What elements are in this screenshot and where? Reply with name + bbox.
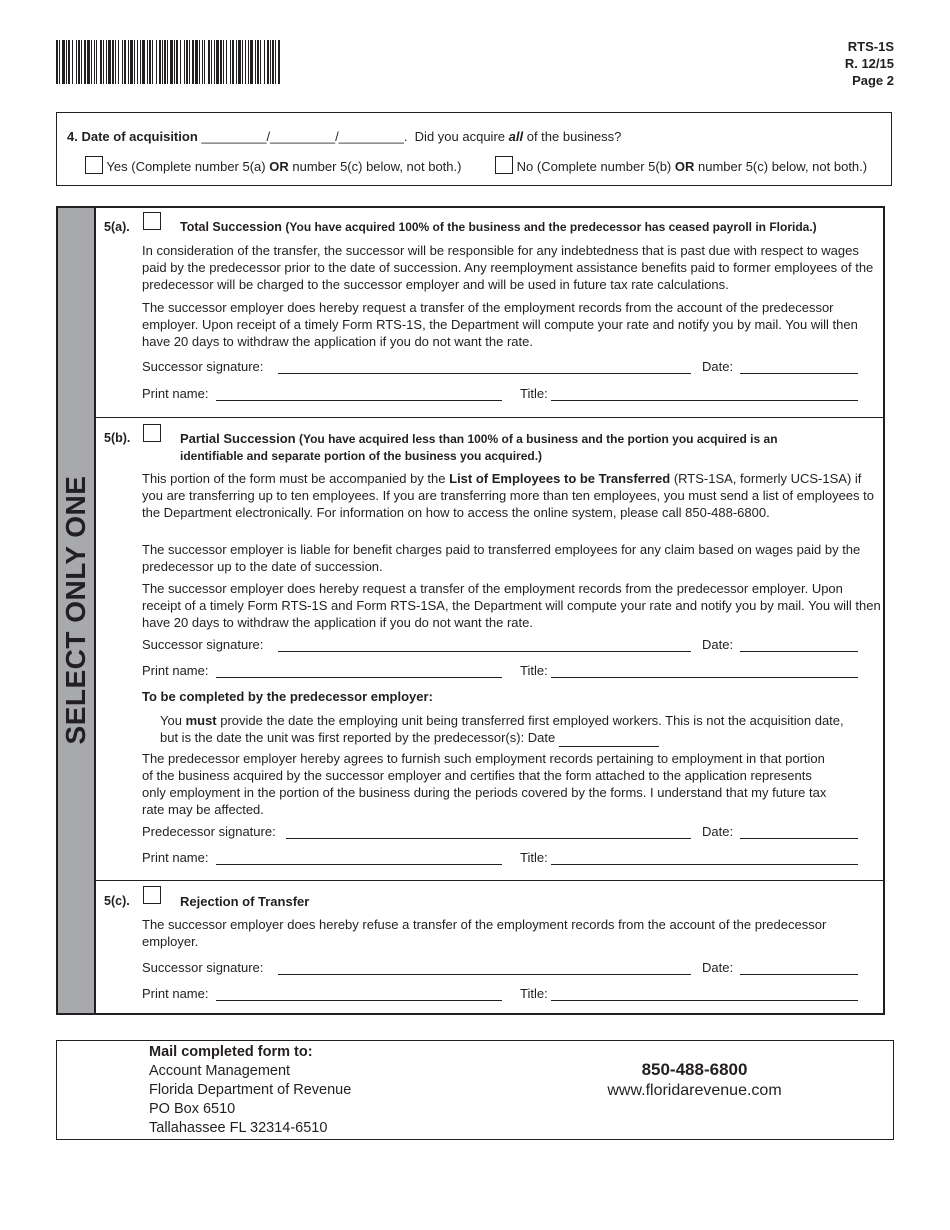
section-4-box <box>56 112 892 186</box>
section-5c-paragraph-1: The successor employer does hereby refuse a transfer of the employment records from the account of the predecessor employer. <box>142 917 827 949</box>
section-5c-title-field[interactable] <box>551 1000 858 1001</box>
form-id: RTS-1S <box>847 39 894 54</box>
page-number: Page 2 <box>852 73 894 88</box>
section-5c-title-label: Title: <box>520 986 548 1001</box>
predecessor-print-name-field[interactable] <box>216 864 502 865</box>
predecessor-heading: To be completed by the predecessor employer: <box>142 689 433 704</box>
section-4-number: 4. <box>67 129 78 144</box>
select-only-one-sidebar <box>58 208 96 1013</box>
section-5c-checkbox[interactable] <box>143 886 161 904</box>
acquisition-date-field[interactable]: _________/_________/_________. <box>201 129 408 144</box>
barcode <box>56 40 280 84</box>
section-5a-title-label: Title: <box>520 386 548 401</box>
section-5b-paragraph-1: This portion of the form must be accompanied by the List of Employees to be Transferred (RTS-1SA, formerly UCS-1SA) if you are transferring up to ten employees. If you are transferring more than ten employees, you must send a list of employees to the Department electronically. For information on how to access the online system, please call 850-488-6800. <box>142 471 874 520</box>
section-5b-number: 5(b). <box>104 431 131 445</box>
section-5a-title-field[interactable] <box>551 400 858 401</box>
section-5a-print-name-field[interactable] <box>216 400 502 401</box>
section-5b-paragraph-2: The successor employer is liable for benefit charges paid to transferred employees for any claim based on wages paid by the predecessor up to the date of succession. <box>142 542 861 574</box>
section-5a-title: Total Succession (You have acquired 100% of the business and the predecessor has ceased payroll in Florida.) <box>180 220 817 234</box>
section-5a-print-name-label: Print name: <box>142 386 209 401</box>
predecessor-title-field[interactable] <box>551 864 858 865</box>
acquisition-date-row <box>67 129 621 144</box>
first-employed-date-field[interactable] <box>559 729 659 747</box>
mail-line-4: Tallahassee FL 32314-6510 <box>149 1120 328 1136</box>
section-5a-paragraph-2: The successor employer does hereby request a transfer of the employment records from the account of the predecessor employer. Upon receipt of a timely Form RTS-1S, the Department will compute your rate and notify you by mail. You will then have 20 days to withdraw the application if you do not want the rate. <box>142 300 858 349</box>
mail-line-1: Account Management <box>149 1063 291 1079</box>
predecessor-paragraph-2: The predecessor employer hereby agrees to furnish such employment records pertaining to employment in that portion of the business acquired by the successor employer and certifies that the form attached to the application represents only employment in the portion of the business during the periods covered by the forms. I understand that my future tax rate may be affected. <box>142 751 827 817</box>
section-5b-print-name-label: Print name: <box>142 663 209 678</box>
mailing-address <box>149 1043 351 1138</box>
section-5b-signature-field[interactable] <box>278 651 691 652</box>
mailing-address-box <box>56 1040 894 1140</box>
section-5b-paragraph-3: The successor employer does hereby request a transfer of the employment records from the predecessor employer. Upon receipt of a timely Form RTS-1S and Form RTS-1SA, the Department will compute your rate and notify you by mail. You will then have 20 days to withdraw the application if you do not want the rate. <box>142 581 881 630</box>
select-only-one-text: SELECT ONLY ONE <box>60 475 91 745</box>
section-5a-signature-field[interactable] <box>278 373 691 374</box>
section-5c-date-label: Date: <box>702 960 734 975</box>
mail-line-3: PO Box 6510 <box>149 1101 236 1117</box>
predecessor-signature-field[interactable] <box>286 838 691 839</box>
section-5c-signature-label: Successor signature: <box>142 960 264 975</box>
section-5c-title: Rejection of Transfer <box>180 894 310 909</box>
section-5b-print-name-field[interactable] <box>216 677 502 678</box>
section-5b-title: Partial Succession (You have acquired less than 100% of a business and the portion you acquired is an identifiable and separate portion of the business you acquired.) <box>180 431 778 463</box>
predecessor-date-label: Date: <box>702 824 734 839</box>
no-checkbox[interactable] <box>495 156 513 174</box>
select-one-box <box>56 206 885 1015</box>
section-divider <box>96 417 883 418</box>
section-5c-date-field[interactable] <box>740 974 858 975</box>
section-5a-signature-label: Successor signature: <box>142 359 264 374</box>
mail-heading: Mail completed form to: <box>149 1044 313 1060</box>
no-note: (Complete number 5(b) OR number 5(c) below, not both.) <box>536 159 868 174</box>
section-5a-checkbox[interactable] <box>143 212 161 230</box>
yes-checkbox[interactable] <box>85 156 103 174</box>
predecessor-print-name-label: Print name: <box>142 850 209 865</box>
section-5a-number: 5(a). <box>104 220 130 234</box>
predecessor-date-field[interactable] <box>740 838 858 839</box>
yes-note: (Complete number 5(a) OR number 5(c) below, not both.) <box>131 159 462 174</box>
section-5b-title-field[interactable] <box>551 677 858 678</box>
section-5b-date-field[interactable] <box>740 651 858 652</box>
predecessor-title-label: Title: <box>520 850 548 865</box>
no-option <box>495 156 867 174</box>
section-5c-print-name-field[interactable] <box>216 1000 502 1001</box>
predecessor-signature-label: Predecessor signature: <box>142 824 276 839</box>
section-5a-date-field[interactable] <box>740 373 858 374</box>
no-label: No <box>516 159 534 174</box>
form-id-block <box>845 38 894 89</box>
section-5b-checkbox[interactable] <box>143 424 161 442</box>
phone-number: 850-488-6800 <box>641 1060 748 1079</box>
website: www.floridarevenue.com <box>607 1082 782 1099</box>
form-revision: R. 12/15 <box>844 56 894 71</box>
section-5a-paragraph-1: In consideration of the transfer, the successor will be responsible for any indebtedness that is past due with respect to wages paid by the predecessor prior to the date of succession. Any reemployment assistance benefits paid to former employees of the predecessor will be charged to the successor employer and will be used in future tax rate calculations. <box>142 243 874 292</box>
section-5c-print-name-label: Print name: <box>142 986 209 1001</box>
mail-line-2: Florida Department of Revenue <box>149 1082 352 1098</box>
yes-option <box>85 156 461 174</box>
acquire-all-question: Did you acquire all of the business? <box>414 129 622 144</box>
section-5b-title-label: Title: <box>520 663 548 678</box>
section-5a-date-label: Date: <box>702 359 734 374</box>
section-5b-date-label: Date: <box>702 637 734 652</box>
acquisition-date-label: Date of acquisition <box>81 129 198 144</box>
section-divider <box>96 880 883 881</box>
contact-block <box>557 1059 832 1101</box>
section-5b-signature-label: Successor signature: <box>142 637 264 652</box>
section-5c-signature-field[interactable] <box>278 974 691 975</box>
yes-label: Yes <box>106 159 128 174</box>
predecessor-paragraph-1: You must provide the date the employing unit being transferred first employed workers. This is not the acquisition date, but is the date the unit was first reported by the predecessor(s): Date <box>160 713 844 745</box>
section-5c-number: 5(c). <box>104 894 130 908</box>
